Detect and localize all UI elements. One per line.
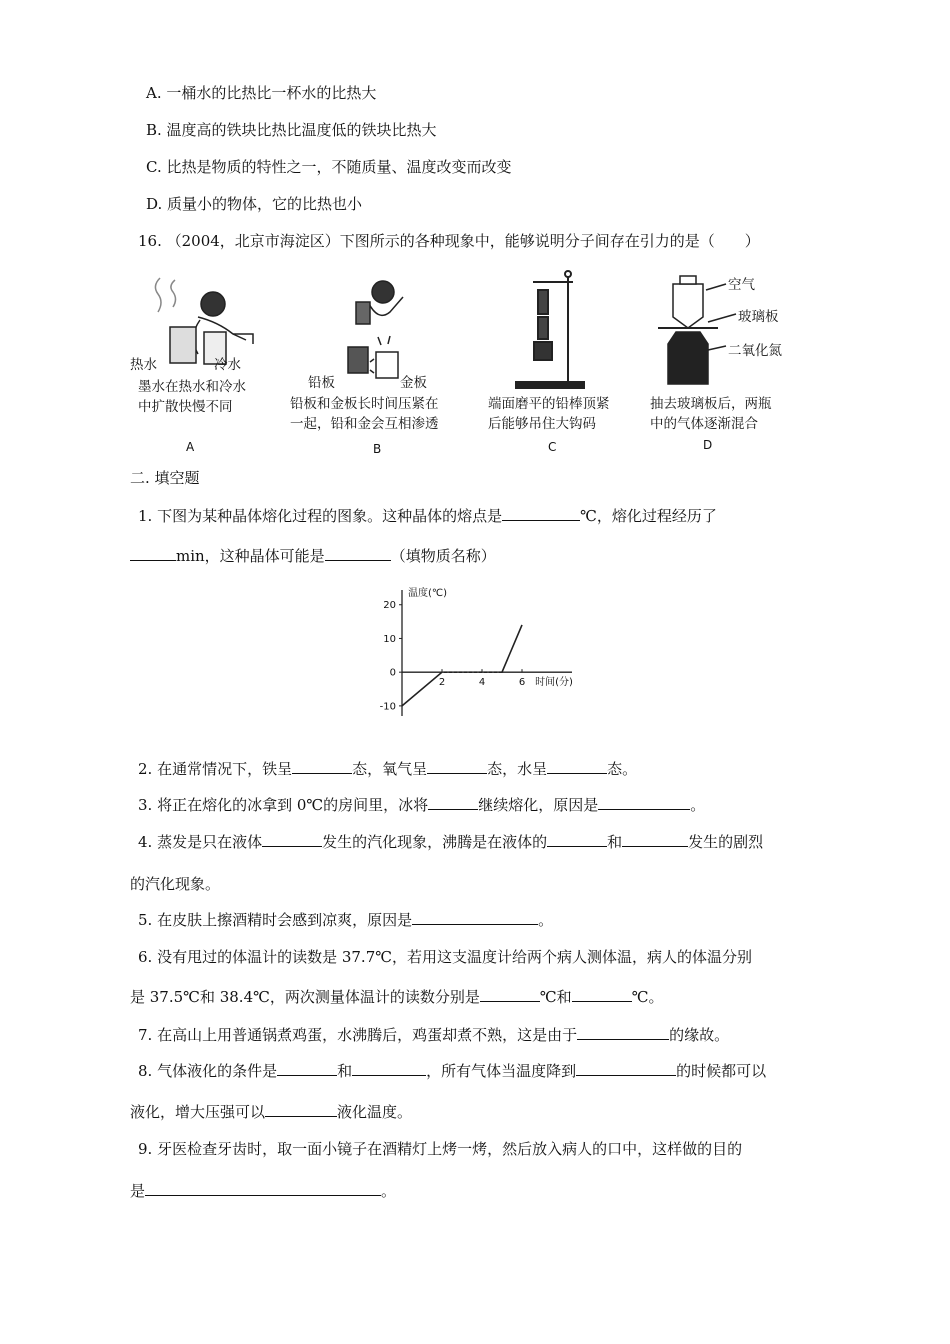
- fill-in-6-text-d: ℃。: [631, 988, 664, 1006]
- caption-a-line2: 中扩散快慢不同: [138, 399, 233, 415]
- fill-in-3: [138, 794, 705, 815]
- blank-melting-duration[interactable]: [130, 546, 176, 561]
- fill-in-2-text-a: 2. 在通常情况下，铁呈: [138, 760, 293, 778]
- x-axis-label: 时间(分): [535, 677, 573, 689]
- fill-in-9-line1: 9. 牙医检查牙齿时，取一面小镜子在酒精灯上烤一烤，然后放入病人的口中，这样做的目的: [138, 1140, 743, 1158]
- blank-reading-2[interactable]: [572, 987, 632, 1002]
- panel-a-illustration: [155, 278, 253, 364]
- blank-reason[interactable]: [598, 795, 690, 810]
- fill-in-5: [138, 909, 553, 930]
- panel-letter-a: A: [186, 440, 195, 454]
- fill-in-9-text-c: 。: [381, 1182, 397, 1200]
- fill-in-7: [138, 1024, 729, 1045]
- caption-d-line2: 中的气体逐渐混合: [650, 416, 758, 432]
- fill-in-6-line2: [130, 986, 663, 1007]
- fill-in-3-text-c: 。: [690, 796, 706, 814]
- y-axis-label: 温度(℃): [408, 588, 448, 599]
- option-d: D. 质量小的物体，它的比热也小: [146, 195, 363, 213]
- blank-alcohol-reason[interactable]: [412, 910, 538, 925]
- x-tick-label: 4: [478, 677, 486, 689]
- fill-in-8-line1: [138, 1060, 766, 1081]
- fill-in-4-text-d: 发生的剧烈: [688, 833, 764, 851]
- fill-in-6-text-c: ℃和: [539, 988, 572, 1006]
- blank-pressure-effect[interactable]: [265, 1102, 337, 1117]
- blank-melting-point[interactable]: [502, 506, 580, 521]
- fill-in-4-text-b: 发生的汽化现象，沸腾是在液体的: [322, 833, 548, 851]
- panel-d-illustration: [658, 276, 736, 384]
- label-air: 空气: [728, 277, 755, 293]
- caption-d-line1: 抽去玻璃板后，两瓶: [650, 396, 772, 412]
- y-tick-label: 10: [383, 633, 396, 645]
- y-tick-label: 20: [383, 600, 396, 612]
- x-tick-label: 2: [438, 677, 446, 689]
- fill-in-8-text-b: 和: [337, 1062, 353, 1080]
- fill-in-4-text-c: 和: [607, 833, 623, 851]
- fill-in-7-text-b: 的缘故。: [669, 1026, 730, 1044]
- panel-c-illustration: [516, 271, 584, 388]
- y-tick-label: -10: [379, 701, 396, 713]
- caption-c-line1: 端面磨平的铅棒顶紧: [488, 396, 610, 412]
- fill-in-1-line2: [130, 545, 496, 566]
- label-glass-plate: 玻璃板: [738, 309, 779, 325]
- y-tick-label: 0: [389, 667, 396, 679]
- fill-in-2: [138, 758, 637, 779]
- question-16: 16. （2004，北京市海淀区）下图所示的各种现象中，能够说明分子间存在引力的是（ ）: [138, 232, 760, 250]
- caption-b-line1: 铅板和金板长时间压紧在: [290, 396, 439, 412]
- fill-in-2-text-b: 态，氧气呈: [352, 760, 428, 778]
- fill-in-7-text-a: 7. 在高山上用普通锅煮鸡蛋，水沸腾后，鸡蛋却煮不熟，这是由于: [138, 1026, 578, 1044]
- blank-liquefaction-condition-1[interactable]: [277, 1061, 337, 1076]
- label-hot-water: 热水: [130, 357, 157, 373]
- label-lead-plate: 铅板: [308, 375, 335, 391]
- fill-in-2-text-d: 态。: [607, 760, 638, 778]
- fill-in-1-text-d: （填物质名称）: [390, 547, 496, 565]
- fill-in-4-line2: 的汽化现象。: [130, 875, 221, 893]
- blank-temperature-threshold[interactable]: [576, 1061, 676, 1076]
- figure-16: [128, 262, 808, 462]
- panel-letter-c: C: [548, 440, 557, 454]
- label-gold-plate: 金板: [400, 375, 427, 391]
- fill-in-6-line1: 6. 没有甩过的体温计的读数是 37.7℃，若用这支温度计给两个病人测体温，病人的体温分别: [138, 948, 753, 966]
- fill-in-3-text-a: 3. 将正在熔化的冰拿到 0℃的房间里，冰将: [138, 796, 429, 814]
- melting-curve-line: [402, 625, 522, 706]
- melting-curve-chart: [362, 580, 582, 730]
- section-heading-fill-in: 二. 填空题: [130, 469, 200, 487]
- blank-boiling-location-2[interactable]: [622, 832, 688, 847]
- fill-in-8-text-e: 液化，增大压强可以: [130, 1103, 266, 1121]
- fill-in-1-text-a: 1. 下图为某种晶体熔化过程的图象。这种晶体的熔点是: [138, 507, 503, 525]
- fill-in-4-text-a: 4. 蒸发是只在液体: [138, 833, 263, 851]
- caption-c-line2: 后能够吊住大钩码: [488, 416, 596, 432]
- fill-in-8-text-a: 8. 气体液化的条件是: [138, 1062, 278, 1080]
- caption-a-line1: 墨水在热水和冷水: [138, 379, 246, 395]
- fill-in-9-text-b: 是: [130, 1182, 146, 1200]
- fill-in-9-line2: [130, 1180, 396, 1201]
- blank-substance-name[interactable]: [325, 546, 391, 561]
- fill-in-5-text-b: 。: [538, 911, 554, 929]
- blank-evaporation-location[interactable]: [262, 832, 322, 847]
- blank-reading-1[interactable]: [480, 987, 540, 1002]
- blank-high-altitude-reason[interactable]: [577, 1025, 669, 1040]
- x-tick-label: 6: [518, 677, 526, 689]
- fill-in-8-text-c: ，所有气体当温度降到: [426, 1062, 577, 1080]
- label-nitrogen-dioxide: 二氧化氮: [728, 343, 782, 359]
- blank-iron-state[interactable]: [292, 759, 352, 774]
- blank-boiling-location-1[interactable]: [547, 832, 607, 847]
- option-b: B. 温度高的铁块比热比温度低的铁块比热大: [146, 121, 437, 139]
- panel-b-illustration: [348, 281, 403, 378]
- blank-oxygen-state[interactable]: [427, 759, 487, 774]
- option-c: C. 比热是物质的特性之一，不随质量、温度改变而改变: [146, 158, 512, 176]
- fill-in-5-text-a: 5. 在皮肤上擦酒精时会感到凉爽，原因是: [138, 911, 413, 929]
- blank-liquefaction-condition-2[interactable]: [352, 1061, 426, 1076]
- fill-in-8-text-d: 的时候都可以: [676, 1062, 767, 1080]
- blank-water-state[interactable]: [547, 759, 607, 774]
- panel-letter-d: D: [703, 438, 713, 452]
- fill-in-6-text-b: 是 37.5℃和 38.4℃，两次测量体温计的读数分别是: [130, 988, 480, 1006]
- fill-in-4-line1: [138, 831, 763, 852]
- fill-in-8-line2: [130, 1101, 412, 1122]
- caption-b-line2: 一起，铅和金会互相渗透: [290, 416, 439, 432]
- option-a: A. 一桶水的比热比一杯水的比热大: [146, 84, 377, 102]
- fill-in-1-text-c: min，这种晶体可能是: [176, 547, 325, 565]
- fill-in-3-text-b: 继续熔化，原因是: [478, 796, 599, 814]
- label-cold-water: 冷水: [214, 357, 241, 373]
- fill-in-8-text-f: 液化温度。: [337, 1103, 413, 1121]
- fill-in-2-text-c: 态，水呈: [487, 760, 548, 778]
- panel-letter-b: B: [373, 442, 382, 456]
- fill-in-1-line1: [138, 505, 717, 526]
- blank-mirror-purpose[interactable]: [145, 1181, 381, 1196]
- blank-continue-melting[interactable]: [428, 795, 478, 810]
- fill-in-1-text-b: ℃，熔化过程经历了: [580, 507, 717, 525]
